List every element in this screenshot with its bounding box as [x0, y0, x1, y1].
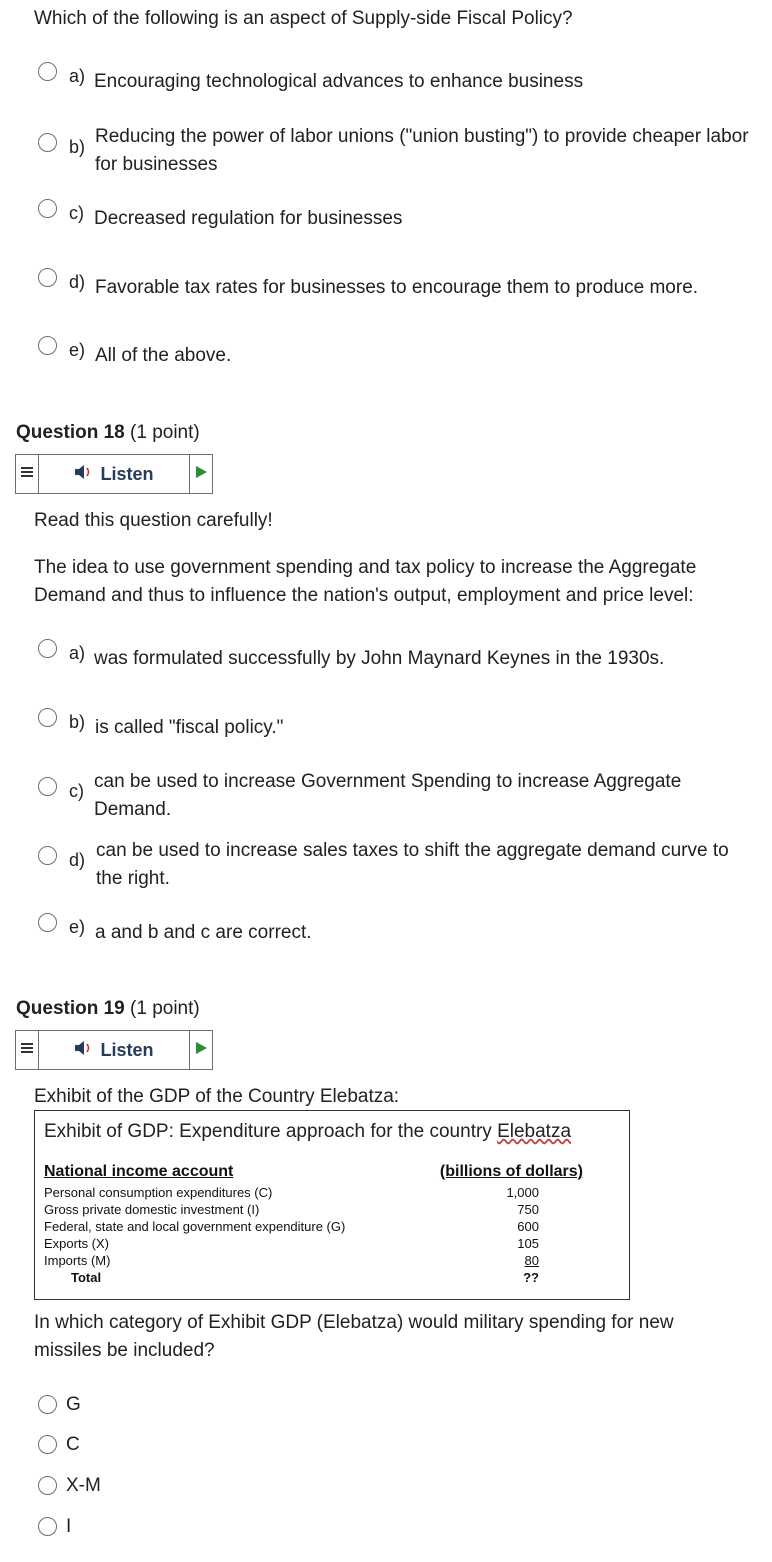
q19-points: (1 point): [130, 998, 200, 1019]
q18-option-c-text: can be used to increase Government Spending to increase Aggregate Demand.: [94, 771, 682, 820]
play-icon: [194, 1041, 208, 1060]
q18-intro: Read this question carefully!: [34, 510, 273, 531]
q17-option-b-text: Reducing the power of labor unions ("union busting") to provide cheaper labor for businesses: [95, 126, 749, 175]
q18-option-c-letter: c): [69, 781, 84, 801]
speaker-icon: [74, 463, 94, 486]
q17-option-c-text: Decreased regulation for businesses: [94, 208, 403, 229]
q18-option-b-radio[interactable]: [38, 708, 57, 727]
q18-option-e-letter: e): [69, 917, 86, 937]
exhibit-title-country: Elebatza: [497, 1121, 572, 1142]
q17-option-d-radio[interactable]: [38, 268, 57, 287]
q18-option-b-text: is called "fiscal policy.": [95, 717, 284, 738]
q18-option-a-letter: a): [69, 643, 86, 663]
play-icon: [194, 465, 208, 484]
q18-option-c-radio[interactable]: [38, 777, 57, 796]
q17-option-d-text: Favorable tax rates for businesses to encourage them to produce more.: [95, 277, 699, 298]
exhibit-row-value: 1,000: [506, 1185, 539, 1200]
q18-option-a-text: was formulated successfully by John Maynard Keynes in the 1930s.: [94, 648, 665, 669]
q19-title: Question 19: [16, 998, 125, 1019]
q19-play-button[interactable]: [190, 1031, 212, 1069]
q19-option-i-radio[interactable]: [38, 1517, 57, 1536]
menu-icon: [21, 1041, 33, 1059]
q19-exhibit-caption: Exhibit of the GDP of the Country Elebatza:: [34, 1086, 400, 1107]
q17-option-c-radio[interactable]: [38, 199, 57, 218]
q19-listen-toolbar: [15, 1030, 213, 1070]
exhibit-title: [44, 1121, 571, 1143]
q18-option-d-letter: d): [69, 850, 86, 870]
exhibit-row-value: 105: [517, 1236, 539, 1251]
menu-icon: [21, 465, 33, 483]
gdp-exhibit-image: [34, 1110, 630, 1300]
q18-points: (1 point): [130, 422, 200, 443]
q18-option-d-radio[interactable]: [38, 846, 57, 865]
q19-header: [16, 998, 200, 1020]
q18-title: Question 18: [16, 422, 125, 443]
exhibit-row-value: 600: [517, 1219, 539, 1234]
q17-option-d-letter: d): [69, 272, 86, 292]
exhibit-row-value: 80: [524, 1253, 539, 1268]
q19-option-c-radio[interactable]: [38, 1435, 57, 1454]
q19-listen-label: Listen: [100, 1039, 154, 1060]
exhibit-col-account: National income account: [44, 1163, 234, 1180]
q18-option-a-radio[interactable]: [38, 639, 57, 658]
exhibit-title-prefix: Exhibit of GDP: Expenditure approach for the country: [44, 1121, 498, 1142]
q19-listen-button[interactable]: [39, 1031, 190, 1069]
q18-listen-toolbar: [15, 454, 213, 494]
q19-option-i-text: I: [66, 1516, 72, 1537]
exhibit-row-label: Federal, state and local government expenditure (G): [44, 1219, 346, 1234]
exhibit-row-label: Gross private domestic investment (I): [44, 1202, 260, 1217]
exhibit-col-value: (billions of dollars): [439, 1163, 583, 1180]
q17-option-a-letter: a): [69, 66, 86, 86]
q18-listen-menu-button[interactable]: [16, 455, 39, 493]
exhibit-row-value: ??: [523, 1270, 539, 1285]
q19-option-xm-radio[interactable]: [38, 1476, 57, 1495]
q17-option-e-radio[interactable]: [38, 336, 57, 355]
q17-option-b-letter: b): [69, 137, 86, 157]
q18-option-d-text: can be used to increase sales taxes to shift the aggregate demand curve to the right.: [96, 840, 729, 889]
exhibit-row-label: Exports (X): [44, 1236, 110, 1251]
q17-option-e-letter: e): [69, 340, 86, 360]
exhibit-row-label: Imports (M): [44, 1253, 111, 1268]
q17-option-c-letter: c): [69, 203, 84, 223]
q18-option-e-text: a and b and c are correct.: [95, 922, 312, 943]
q19-option-g-radio[interactable]: [38, 1395, 57, 1414]
q17-option-a-radio[interactable]: [38, 62, 57, 81]
exhibit-row-value: 750: [517, 1202, 539, 1217]
q18-header: [16, 422, 200, 444]
q17-option-e-text: All of the above.: [95, 345, 232, 366]
q17-option-b-radio[interactable]: [38, 133, 57, 152]
q19-prompt: In which category of Exhibit GDP (Elebatza) would military spending for new missiles be included?: [34, 1312, 674, 1361]
q18-listen-label: Listen: [100, 463, 154, 484]
q18-option-e-radio[interactable]: [38, 913, 57, 932]
q18-listen-button[interactable]: [39, 455, 190, 493]
q19-option-g-text: G: [66, 1394, 81, 1415]
exhibit-row-label: Total: [71, 1270, 102, 1285]
q18-play-button[interactable]: [190, 455, 212, 493]
q19-listen-menu-button[interactable]: [16, 1031, 39, 1069]
speaker-icon: [74, 1039, 94, 1062]
q17-prompt: Which of the following is an aspect of Supply-side Fiscal Policy?: [34, 8, 573, 29]
q18-prompt: The idea to use government spending and tax policy to increase the Aggregate Demand and thus to influence the nation's output, employment and price level:: [34, 557, 697, 606]
q19-option-c-text: C: [66, 1434, 80, 1455]
q19-option-xm-text: X-M: [66, 1475, 101, 1496]
q17-option-a-text: Encouraging technological advances to enhance business: [94, 71, 584, 92]
exhibit-row-label: Personal consumption expenditures (C): [44, 1185, 273, 1200]
q18-option-b-letter: b): [69, 712, 86, 732]
